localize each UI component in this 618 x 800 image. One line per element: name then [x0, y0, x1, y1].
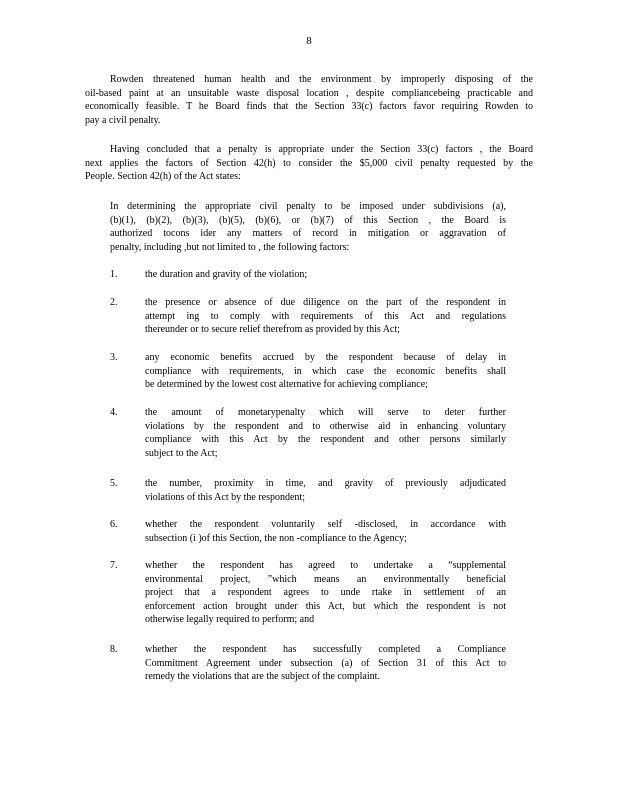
- text-line: violations by the respondent and to otherwise aid in enhancing voluntary: [145, 420, 506, 432]
- text-line: whether the respondent has successfully completed a Compliance: [145, 644, 506, 655]
- list-item-number: 7.: [110, 560, 118, 571]
- text-line: be determined by the lowest cost alternative for achieving compliance;: [145, 379, 428, 391]
- text-line: remedy the violations that are the subject of the complaint.: [145, 671, 380, 683]
- list-item-number: 8.: [110, 644, 118, 655]
- text-line: the duration and gravity of the violation;: [145, 269, 308, 280]
- list-item-text: [145, 351, 506, 392]
- text-line: penalty, including ,but not limited to , the following factors:: [110, 241, 350, 253]
- text-line: the amount of monetarypenalty which will serve to deter further: [145, 407, 506, 418]
- text-line: subsection (i )of this Section, the non -compliance to the Agency;: [145, 532, 407, 544]
- list-item-number: 4.: [110, 407, 118, 418]
- text-line: project that a respondent agrees to unde rtake in settlement of an: [145, 587, 506, 599]
- list-item-text: [145, 518, 506, 545]
- text-line: the presence or absence of due diligence on the part of the respondent in: [145, 297, 506, 308]
- text-line: any economic benefits accrued by the respondent because of delay in: [145, 352, 506, 363]
- text-line: whether the respondent has agreed to undertake a “supplemental: [145, 560, 506, 571]
- text-line: People. Section 42(h) of the Act states:: [85, 171, 241, 183]
- list-item-text: [145, 296, 506, 337]
- statute-quote-intro: [110, 200, 506, 254]
- text-line: attempt ing to comply with requirements of this Act and regulations: [145, 310, 506, 322]
- text-line: compliance with requirements, in which case the economic benefits shall: [145, 365, 506, 377]
- text-line: pay a civil penalty.: [85, 114, 161, 126]
- text-line: compliance with this Act by the respondent and other persons similarly: [145, 434, 506, 446]
- list-item-number: 6.: [110, 519, 118, 530]
- list-item-number: 2.: [110, 297, 118, 308]
- text-line: whether the respondent voluntarily self -disclosed, in accordance with: [145, 519, 506, 530]
- text-line: economically feasible. T he Board finds that the Section 33(c) factors favor requiring Rowden to: [85, 101, 533, 113]
- list-item-number: 5.: [110, 478, 118, 489]
- text-line: violations of this Act by the respondent;: [145, 491, 305, 503]
- list-item-number: 1.: [110, 269, 118, 280]
- paragraph-rowden-harm: [85, 73, 533, 127]
- text-line: otherwise legally required to perform; and: [145, 614, 315, 626]
- text-line: subject to the Act;: [145, 447, 218, 459]
- text-line: In determining the appropriate civil penalty to be imposed under subdivisions (a),: [110, 201, 506, 212]
- text-line: (b)(1), (b)(2), (b)(3), (b)(5), (b)(6), or (b)(7) of this Section , the Board is: [110, 214, 506, 226]
- text-line: Having concluded that a penalty is appropriate under the Section 33(c) factors , the Board: [110, 144, 533, 155]
- paragraph-section-42h: [85, 143, 533, 184]
- list-item-text: [145, 406, 506, 460]
- text-line: enforcement action brought under this Act, but which the respondent is not: [145, 600, 506, 612]
- text-line: the number, proximity in time, and gravity of previously adjudicated: [145, 478, 506, 489]
- list-item-text: [145, 477, 506, 504]
- list-item-number: 3.: [110, 352, 118, 363]
- list-item-text: [145, 559, 506, 627]
- text-line: oil-based paint at an unsuitable waste disposal location , despite compliancebeing practicable and: [85, 87, 533, 99]
- list-item-text: [145, 643, 506, 684]
- text-line: authorized tocons ider any matters of record in mitigation or aggravation of: [110, 228, 506, 240]
- text-line: environmental project, ”which means an environmentally beneficial: [145, 573, 506, 585]
- text-line: next applies the factors of Section 42(h) to consider the $5,000 civil penalty requested by the: [85, 157, 533, 169]
- text-line: thereunder or to secure relief therefrom as provided by this Act;: [145, 324, 400, 336]
- text-line: Rowden threatened human health and the environment by improperly disposing of the: [110, 74, 533, 85]
- text-line: Commitment Agreement under subsection (a) of Section 31 of this Act to: [145, 657, 506, 669]
- list-item-text: [145, 268, 506, 282]
- page-number: 8: [306, 35, 312, 47]
